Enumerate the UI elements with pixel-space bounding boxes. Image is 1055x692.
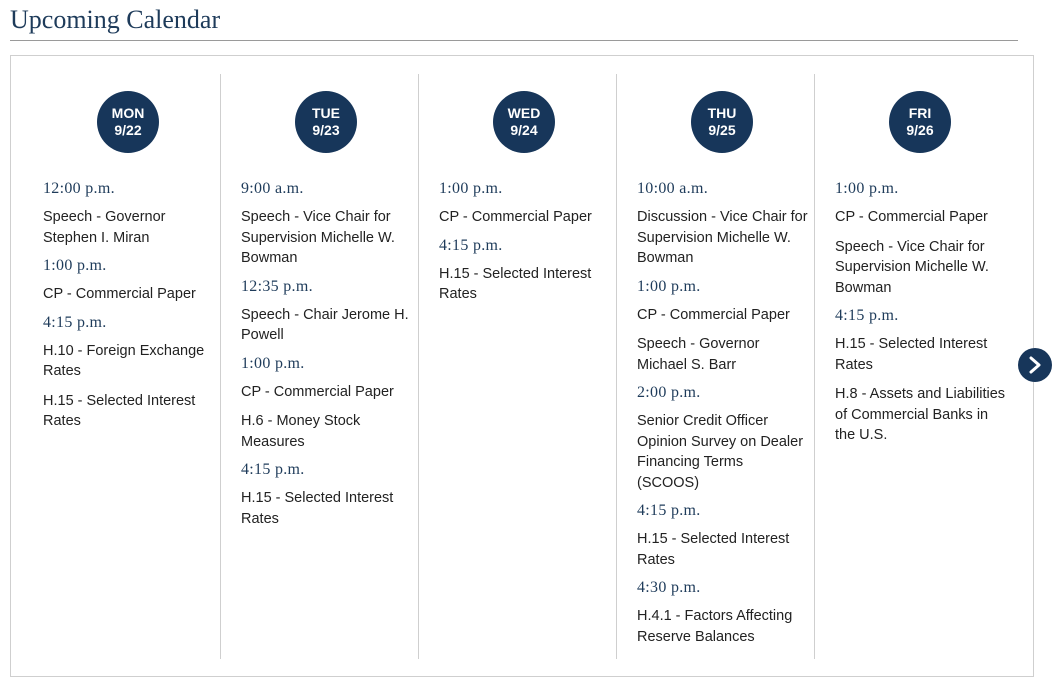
- weekday-label: WED: [507, 105, 541, 121]
- event-time: 1:00 p.m.: [637, 277, 701, 295]
- event-list: [241, 180, 413, 538]
- event-time: 1:00 p.m.: [43, 257, 107, 274]
- date-label: 9/26: [906, 122, 934, 138]
- event-link[interactable]: Speech - Vice Chair for Supervision Michelle W. Bowman: [241, 209, 395, 266]
- event-list: [835, 180, 1007, 455]
- event-time: 4:15 p.m.: [835, 307, 899, 324]
- day-badge: [295, 91, 357, 153]
- event-time: 1:00 p.m.: [835, 180, 899, 197]
- event-time: 4:15 p.m.: [637, 502, 701, 519]
- event-link[interactable]: CP - Commercial Paper: [637, 306, 790, 323]
- event-link[interactable]: H.4.1 - Factors Affecting Reserve Balances: [637, 608, 793, 645]
- event-list: [637, 180, 809, 656]
- event-time: 12:35 p.m.: [241, 277, 313, 295]
- day-column-wed: [419, 74, 617, 659]
- event-link[interactable]: Speech - Governor Michael S. Barr: [637, 336, 760, 373]
- weekday-label: MON: [111, 105, 145, 121]
- event-time: 4:30 p.m.: [637, 579, 701, 596]
- event-link[interactable]: Speech - Chair Jerome H. Powell: [241, 306, 409, 343]
- weekday-label: TUE: [312, 105, 340, 121]
- event-link[interactable]: Speech - Governor Stephen I. Miran: [43, 209, 166, 246]
- event-list: [439, 180, 611, 314]
- event-time: 2:00 p.m.: [637, 384, 701, 401]
- event-link[interactable]: H.15 - Selected Interest Rates: [439, 265, 592, 302]
- event-link[interactable]: H.15 - Selected Interest Rates: [835, 336, 988, 373]
- event-list: [43, 180, 215, 441]
- chevron-right-icon: [1027, 356, 1043, 374]
- day-column-thu: [617, 74, 815, 659]
- event-link[interactable]: Senior Credit Officer Opinion Survey on Dealer Financing Terms (SCOOS): [637, 413, 804, 491]
- day-badge: [97, 91, 159, 153]
- event-link[interactable]: CP - Commercial Paper: [439, 209, 592, 225]
- day-column-fri: [815, 74, 1013, 659]
- event-link[interactable]: H.8 - Assets and Liabilities of Commercial Banks in the U.S.: [835, 386, 1006, 443]
- day-column-mon: [23, 74, 221, 659]
- event-link[interactable]: Discussion - Vice Chair for Supervision Michelle W. Bowman: [637, 209, 808, 266]
- calendar-panel: [10, 55, 1034, 677]
- next-week-button[interactable]: [1018, 348, 1052, 382]
- date-label: 9/25: [708, 122, 736, 138]
- event-time: 4:15 p.m.: [439, 236, 503, 254]
- page-title: Upcoming Calendar: [10, 5, 221, 34]
- day-column-tue: [221, 74, 419, 659]
- event-time: 12:00 p.m.: [43, 180, 115, 197]
- event-link[interactable]: H.10 - Foreign Exchange Rates: [43, 342, 205, 379]
- day-badge: [889, 91, 951, 153]
- weekday-label: FRI: [908, 105, 932, 121]
- event-time: 9:00 a.m.: [241, 180, 304, 197]
- event-link[interactable]: H.15 - Selected Interest Rates: [241, 490, 394, 527]
- weekday-label: THU: [707, 105, 737, 121]
- event-link[interactable]: H.15 - Selected Interest Rates: [637, 531, 790, 568]
- event-link[interactable]: H.6 - Money Stock Measures: [241, 413, 361, 450]
- event-time: 4:15 p.m.: [43, 313, 107, 331]
- event-link[interactable]: CP - Commercial Paper: [43, 286, 196, 302]
- event-link[interactable]: CP - Commercial Paper: [241, 383, 394, 400]
- title-divider: [10, 40, 1018, 41]
- day-badge: [493, 91, 555, 153]
- date-label: 9/23: [312, 122, 340, 138]
- date-label: 9/22: [114, 122, 142, 138]
- event-link[interactable]: H.15 - Selected Interest Rates: [43, 392, 196, 429]
- event-time: 1:00 p.m.: [241, 354, 305, 372]
- event-link[interactable]: Speech - Vice Chair for Supervision Michelle W. Bowman: [835, 238, 989, 296]
- date-label: 9/24: [510, 122, 538, 138]
- event-link[interactable]: CP - Commercial Paper: [835, 209, 988, 225]
- event-time: 10:00 a.m.: [637, 180, 708, 197]
- day-badge: [691, 91, 753, 153]
- event-time: 1:00 p.m.: [439, 180, 503, 197]
- event-time: 4:15 p.m.: [241, 461, 305, 478]
